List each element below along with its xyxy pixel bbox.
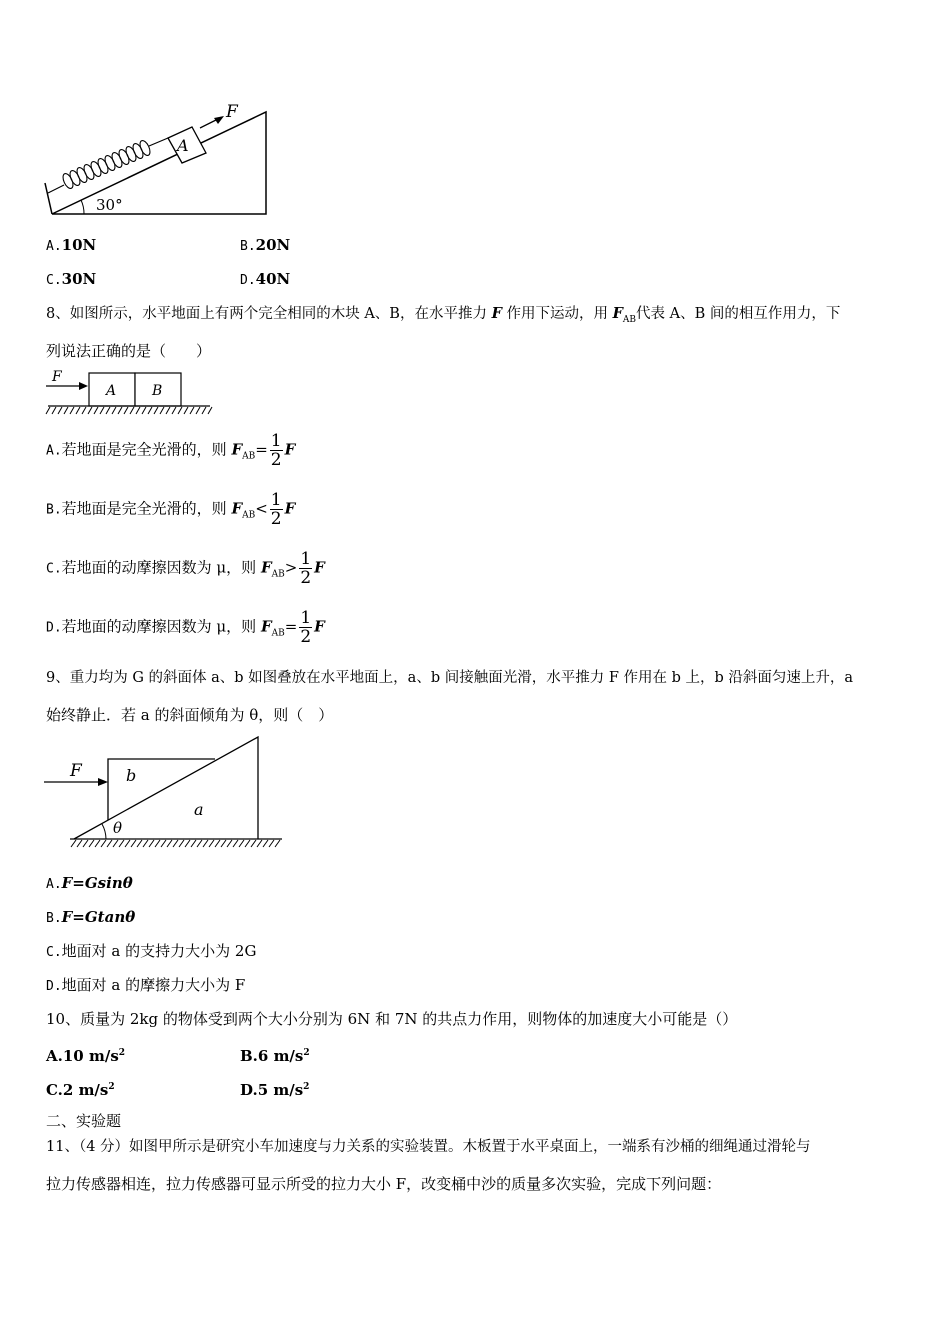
block-a-label: A xyxy=(106,383,117,399)
option-key: A. xyxy=(46,239,62,254)
q9-stem-line2: 始终静止．若 a 的斜面倾角为 θ，则（ ） xyxy=(46,706,334,724)
force-label: F xyxy=(226,102,238,122)
two-blocks-figure xyxy=(44,366,216,418)
q10-option-c[interactable]: C.2 $m/s^2$ xyxy=(46,1081,115,1099)
q11-stem-line2: 拉力传感器相连，拉力传感器可显示所受的拉力大小 F，改变桶中沙的质量多次实验，完成下列问题： xyxy=(46,1175,722,1193)
stacked-wedges-figure xyxy=(40,733,290,853)
q9-option-b[interactable]: B.F=Gtanθ xyxy=(46,908,136,926)
force-label: F xyxy=(70,761,82,781)
option-text: 40N xyxy=(255,270,291,288)
q9-option-a[interactable]: A.F=Gsinθ xyxy=(46,874,133,892)
q9-option-c[interactable]: C.地面对 a 的支持力大小为 2G xyxy=(46,942,257,960)
block-label: A xyxy=(177,136,189,155)
q8-option-b[interactable]: B.若地面是完全光滑的，则 $F_{AB}<$ $\frac{1}{2}$ F xyxy=(46,490,296,529)
q10-option-d[interactable]: D.5 $m/s^2$ xyxy=(240,1081,310,1099)
section-title: 二、实验题 xyxy=(46,1112,122,1130)
q10-option-a[interactable]: A.10 $m/s^2$ xyxy=(46,1047,126,1065)
q9-option-d[interactable]: D.地面对 a 的摩擦力大小为 F xyxy=(46,976,246,994)
option-text: 10N xyxy=(61,236,97,254)
q8-option-c[interactable]: C.若地面的动摩擦因数为 μ，则 $F_{AB}>$ $\frac{1}{2}$ F xyxy=(46,549,325,588)
option-text: 20N xyxy=(255,236,291,254)
option-key: B. xyxy=(240,239,256,254)
q10-stem: 10、质量为 2kg 的物体受到两个大小分别为 6N 和 7N 的共点力作用，则物体的加速度大小可能是（） xyxy=(46,1010,738,1028)
q11-stem-line1: 11、（4 分）如图甲所示是研究小车加速度与力关系的实验装置。木板置于水平桌面上，一端系有沙桶的细绳通过滑轮与 xyxy=(46,1139,811,1155)
angle-label: θ xyxy=(113,819,123,837)
q10-option-b[interactable]: B.6 $m/s^2$ xyxy=(240,1047,310,1065)
block-b-label: b xyxy=(126,766,137,785)
option-key: D. xyxy=(240,273,256,288)
option-key: C. xyxy=(46,273,62,288)
force-label: F xyxy=(52,369,62,385)
wedge-a-label: a xyxy=(194,800,204,819)
q7-option-b[interactable] xyxy=(240,235,290,257)
q8-option-d[interactable]: D.若地面的动摩擦因数为 μ，则 $F_{AB}=$ $\frac{1}{2}$ F xyxy=(46,608,325,647)
q9-stem-line1: 9、重力均为 G 的斜面体 a、b 如图叠放在水平地面上，a、b 间接触面光滑，水平推力 F 作用在 b 上，b 沿斜面匀速上升，a xyxy=(46,670,854,686)
angle-label: 30° xyxy=(96,196,123,214)
option-text: 30N xyxy=(61,270,97,288)
q8-option-a[interactable]: A.若地面是完全光滑的，则 $F_{AB}=$ $\frac{1}{2}$ F xyxy=(46,431,296,470)
q8-stem-line1: 8、如图所示，水平地面上有两个完全相同的木块 A、B，在水平推力 F 作用下运动，用 $F_{AB}$代表 A、B 间的相互作用力，下 xyxy=(46,305,841,325)
q8-stem-line2: 列说法正确的是（ ） xyxy=(46,342,212,360)
block-b-label: B xyxy=(152,383,163,399)
q7-option-c[interactable] xyxy=(46,269,96,291)
q7-option-d[interactable] xyxy=(240,269,290,291)
incline-spring-figure xyxy=(40,95,280,220)
q7-option-a[interactable] xyxy=(46,235,96,257)
